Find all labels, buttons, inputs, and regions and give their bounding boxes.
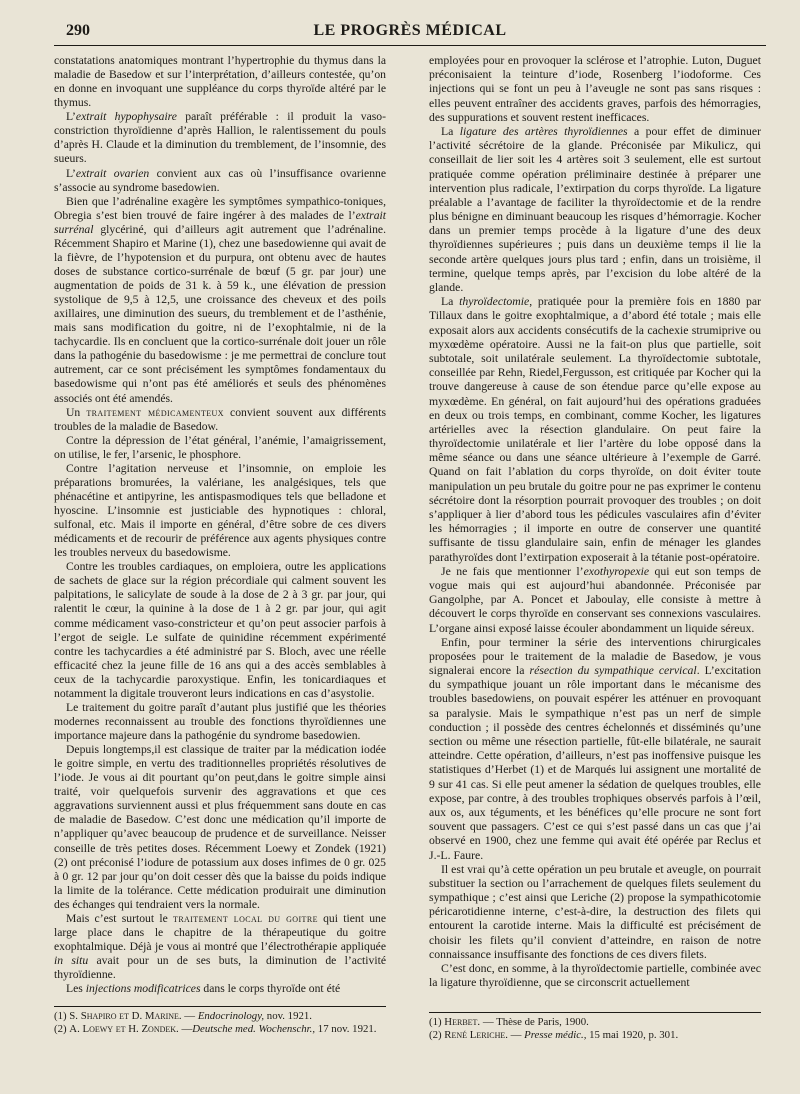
footnote: (1) S. Shapiro et D. Marine. — Endocrinology, nov. 1921. bbox=[54, 1010, 312, 1022]
footnote-rule bbox=[54, 1006, 386, 1007]
footnote: (2) A. Loewy et H. Zondek. —Deutsche med. Wochenschr., 17 nov. 1921. bbox=[54, 1022, 377, 1035]
paragraph: Bien que l’adrénaline exagère les symptômes sympathico-toniques, Obregia s’est bien trouvé de faire ingérer à des malades de l’extrait surrénal glycériné, qui d’ailleurs agit autrement que l’adrénaline. Récemment Shapiro et Marine (1), chez une basedowienne qui avait de la fièvre, de l’hypotension et du purpura, ont obtenu avec de hautes doses de substance cortico-surrénale de bœuf (5 gr. par jour) une augmentation de poids de 31 k. à 59 k., une élévation de pression systolique de 9,5 à 12,5, une croissance des cheveux et des poils axillaires, une diminution des sueurs, du tremblement et de l’asthénie, mais sans modification du goitre, ni de l’exophtalmie, ni de la tachycardie. Ils en concluent que la cortico-surrénale doit jouer un rôle dans la pathogénie du basedowisme : je me permettrai de conclure tout autrement, car ce sont précisément les symptômes fondamentaux du basedowisme qui n’ont pas été améliorés et seuls des phénomènes associés ont été amendés. bbox=[54, 194, 386, 405]
paragraph: Je ne fais que mentionner l’exothyropexie qui eut son temps de vogue mais qui est aujourd’hui abandonnée. Préconisée par Gangolphe, par A. Poncet et Jaboulay, elle consiste à mettre à découvert le corps thyroïde en conservant ses connexions vasculaires. L’organe ainsi exposé laisse écouler abondamment un liquide séreux. bbox=[429, 564, 761, 635]
paragraph: Les injections modificatrices dans le corps thyroïde ont été bbox=[66, 982, 341, 996]
paragraph: constatations anatomiques montrant l’hypertrophie du thymus dans la maladie de Basedow et sur l’interprétation, d’ailleurs contestée, qu’on en donne en invoquant une suppléance du corps thyroïde altéré par le thymus. bbox=[54, 54, 386, 110]
footnote: (1) Herbet. — Thèse de Paris, 1900. bbox=[429, 1016, 589, 1028]
paragraph: Un traitement médicamenteux convient souvent aux différents troubles de la maladie de Basedow. bbox=[54, 405, 386, 433]
header-rule bbox=[54, 45, 766, 46]
paragraph: Contre les troubles cardiaques, on emploiera, outre les applications de sachets de glace sur la région précordiale qui calment souvent les palpitations, le salicylate de soude à la dose de 2 à 3 gr. par jour, qui ralentit le cœur, la quinine à la dose de 1 à 2 gr. par jour, qui agit comme médicament vaso-constricteur et qu’on peut associer parfois à l’ergot de seigle. Le sulfate de quinidine récemment expérimenté contre les tachycardies a été administré par S. Bloch, avec une réelle efficacité chez la jeune fille de 16 ans qui a des accès semblables à ceux de la tachycardie paroxystique. Enfin, les tonicardiaques et notamment la digitale trouveront leurs indications en cas d’asystolie. bbox=[54, 560, 386, 700]
footnote: (2) René Leriche. — Presse médic., 15 mai 1920, p. 301. bbox=[429, 1028, 679, 1041]
page-header bbox=[60, 22, 760, 44]
right-column bbox=[429, 54, 761, 990]
paragraph: Contre l’agitation nerveuse et l’insomnie, on emploie les préparations bromurées, la valériane, les analgésiques, tels que phénacétine et antipyrine, les antispasmodiques tels que belladone et hyoscine. L’insomnie est justiciable des hypnotiques : chloral, sulfonal, etc. Mais il importe en général, d’être sobre de ces divers médicaments et de recourir de préférence aux agents physiques contre les troubles nerveux du basedowisme. bbox=[54, 461, 386, 560]
running-title: LE PROGRÈS MÉDICAL bbox=[313, 22, 507, 39]
paragraph: Mais c’est surtout le traitement local du goitre qui tient une large place dans le chapitre de la thérapeutique du goitre exophtalmique. Déjà je vous ai montré que l’électrothérapie appliquée in situ avait pour un de ses buts, la diminution de l’activité thyroïdienne. bbox=[54, 911, 387, 982]
left-column bbox=[54, 54, 386, 996]
paragraph: employées pour en provoquer la sclérose et l’atrophie. Luton, Duguet préconisaient la teinture d’iode, Rosenberg l’iodoforme. Ces injections qui se font un peu à l’aveugle ne sont pas sans risques : elles peuvent entraîner des accidents graves, parfois des hémorragies, des suppurations et souvent restent inefficaces. bbox=[429, 54, 761, 124]
paragraph: Le traitement du goitre paraît d’autant plus justifié que les théories modernes reconnaissent au trouble des fonctions thyroïdiennes une importance majeure dans la pathogénie du syndrome basedowien. bbox=[54, 700, 386, 742]
paragraph: Il est vrai qu’à cette opération un peu brutale et aveugle, on pourrait substituer la section ou l’arrachement de quelques filets seulement du sympathique ; c’est ainsi que Leriche (2) propose la sympathicotomie péricarotidienne interne, c’est-à-dire, la destruction des filets qui entourent la carotide interne. Mais la difficulté est précisément de choisir les filets qu’il convient d’atteindre, en raison de notre connaissance insuffisante des fonctions de ces divers filets. bbox=[429, 862, 761, 961]
right-footnotes bbox=[429, 1016, 761, 1041]
paragraph: La ligature des artères thyroïdiennes a pour effet de diminuer l’activité sécrétoire de la glande. Préconisée par Mikulicz, qui conseillait de lier soit les 4 artères soit 3 seulement, elle est surtout pratiquée comme opération préliminaire destinée à préparer une intervention plus radicale, l’extirpation du corps thyroïde. La ligature préalable a l’avantage de faciliter la thyroïdectomie et de la rendre plus bénigne en diminuant beaucoup les risques d’hémorragie. Kocher dans un premier temps procède à la ligature d’une des deux thyroïdiennes supérieures ; puis dans un deuxième temps il lie la seconde artère quelques jours plus tard ; enfin, dans un troisième, il termine, quelque temps après, par l’excision du lobe altéré de la glande. bbox=[429, 124, 761, 294]
paragraph: La thyroïdectomie, pratiquée pour la première fois en 1880 par Tillaux dans le goitre exophtalmique, a d’abord été totale ; mais elle exposait alors aux accidents consécutifs de la cachexie strumiprive ou myxœdème opératoire. Aussi ne la fait-on plus que partielle, soit subtotale, soit unilatérale seulement. La thyroïdectomie subtotale, conseillée par Rehn, Riedel,Fergusson, est critiquée par Kocher qui la trouve dangereuse à cause de son étendue parce qu’elle expose au myxœdème. En général, on fait aujourd’hui des opérations graduées en deux ou trois temps, en combinant, comme Kocher, les ligatures artérielles avec la résection glandulaire. On peut faire la thyroïdectomie unilatérale et lier l’artère du lobe opposé dans la même séance ou dans une séance ultérieure à l’exemple de Garré. Quand on fait l’ablation du corps thyroïde, on doit éviter toute manipulation un peu brutale du goitre pour ne pas exprimer le contenu sécrétoire dont la résorption pourrait provoquer des troubles ; on doit s’appliquer à lier d’abord tous les pédicules vasculaires afin d’éviter les hémorragies ; il importe en outre de conserver une quantité suffisante de tissu glandulaire sain, enfin de ménager les glandes parathyroïdes dont l’extirpation exposerait à la tétanie post-opératoire. bbox=[429, 295, 761, 564]
paragraph: Depuis longtemps,il est classique de traiter par la médication iodée le goitre simple, en vertu des traditionnelles propriétés résolutives de l’iode. Je vous ai dit pourtant qu’on peut,dans le goitre simple ainsi traité, voir quelquefois survenir des aggravations et que ces aggravations surviennent aussi et plus fréquemment sans doute en cas de maladie de Basedow. C’est donc une médication qu’il importe de n’appliquer qu’avec beaucoup de prudence et de surveillance. Neisser conseille de très petites doses. Récemment Loewy et Zondek (1921) (2) ont préconisé l’iodure de potassium aux doses infimes de 0 gr. 025 à 0 gr. 12 par jour qu’on doit cesser dès que la baisse du poids indique la limite de la tolérance. Cette médication produirait une diminution des échanges qui tendraient vers la normale. bbox=[54, 743, 386, 911]
paragraph: Enfin, pour terminer la série des interventions chirurgicales proposées pour le traitement de la maladie de Basedow, je vous signalerai encore la résection du sympathique cervical. L’excitation du sympathique jouant un rôle important dans le mécanisme des troubles basedowiens, on pouvait espérer les atténuer en provoquant sa paralysie. Mais le sympathique n’est pas un nerf de simple conduction ; il possède des centres échelonnés et disséminés qu’une section ou même une résection partielle, fût-elle bilatérale, ne saurait atteindre. Cette opération, d’ailleurs, n’est pas inoffensive puisque les statistiques d’Herbet (1) et de Marqués lui assignent une mortalité de 9 sur 41 cas. Si elle peut amener la sédation de quelques troubles, elle expose, par contre, à des troubles trophiques observés parfois à l’œil, aux os, aux téguments, et les bénéfices qu’elle procure ne sont fort souvent que passagers. C’est ce qui s’est passé dans un cas que j’ai observé en 1900, chez une femme qui avait été opérée par Reclus et J.-L. Faure. bbox=[429, 635, 761, 862]
paragraph: Contre la dépression de l’état général, l’anémie, l’amaigrissement, on utilise, le fer, l’arsenic, le phosphore. bbox=[54, 433, 386, 461]
paragraph: L’extrait ovarien convient aux cas où l’insuffisance ovarienne s’associe au syndrome basedowien. bbox=[54, 166, 387, 194]
paragraph: C’est donc, en somme, à la thyroïdectomie partielle, combinée avec la ligature thyroïdienne, que se circonscrit actuellement bbox=[429, 962, 761, 990]
footnote-rule bbox=[429, 1012, 761, 1013]
paragraph: L’extrait hypophysaire paraît préférable : il produit la vaso-constriction thyroïdienne d’après Hallion, le ralentissement du pouls d’après H. Claude et la diminution du tremblement, de l’insomnie, des sueurs. bbox=[54, 110, 386, 166]
page-number: 290 bbox=[66, 22, 90, 39]
left-footnotes bbox=[54, 1010, 386, 1035]
